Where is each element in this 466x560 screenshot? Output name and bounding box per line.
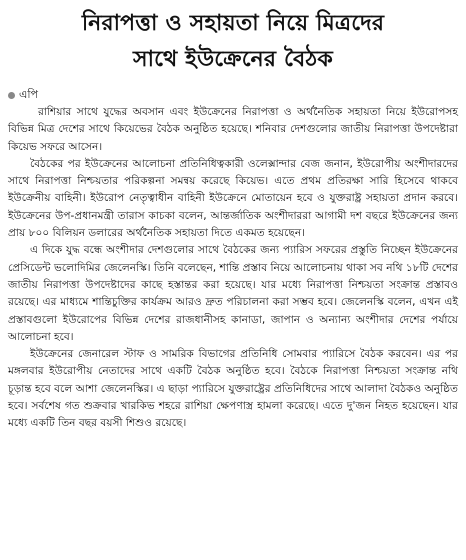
byline bbox=[8, 88, 458, 102]
article-body bbox=[8, 104, 458, 433]
byline-source: এপি bbox=[19, 88, 38, 101]
headline-line-2: সাথে ইউক্রেনের বৈঠক bbox=[133, 47, 333, 72]
paragraph-1: রাশিয়ার সাথে যুদ্ধের অবসান এবং ইউক্রেনের নিরাপত্তা ও অর্থনৈতিক সহায়তা নিয়ে ইউরোপসহ বিভিন্ন মিত্র দেশের সাথে কিয়েভের বৈঠক অনুষ্ঠিত হয়েছে। শনিবার দেশগুলোর জাতীয় নিরাপত্তা উপদেষ্টারা কিয়েভ সফরে আসেন। bbox=[8, 106, 458, 153]
bullet-dot-icon bbox=[8, 92, 15, 99]
headline-line-1: নিরাপত্তা ও সহায়তা নিয়ে মিত্রদের bbox=[81, 11, 385, 36]
paragraph-4: ইউক্রেনের জেনারেল স্টাফ ও সামরিক বিভাগের প্রতিনিধি সোমবার প্যারিসে বৈঠক করবেন। এর পর মঙ্গলবার ইউরোপীয় নেতাদের সাথে একটি বৈঠক অনুষ্ঠিত হবে। বৈঠকে নিরাপত্তা নিশ্চয়তা সংক্রান্ত নথি চূড়ান্ত হবে বলে আশা জেলেনস্কির। এ ছাড়া প্যারিসে যুক্তরাষ্ট্রের প্রতিনিধিদের সাথে আলাদা বৈঠকও অনুষ্ঠিত হবে। সর্বশেষ গত শুক্রবার খারকিভ শহরে রাশিয়া ক্ষেপণাস্ত্র হামলা করেছে। এতে দু'জন নিহত হয়েছেন। যার মধ্যে একটি তিন বছর বয়সী শিশুও রয়েছে। bbox=[8, 348, 458, 430]
paragraph-3: এ দিকে যুদ্ধ বন্ধে অংশীদার দেশগুলোর সাথে বৈঠকের জন্য প্যারিস সফরের প্রস্তুতি নিচ্ছেন ইউক্রেনের প্রেসিডেন্ট ভলোদিমির জেলেনস্কি। তিনি বলেছেন, শান্তি প্রস্তাব নিয়ে আলোচনায় থাকা সব নথি ১৮টি দেশের জাতীয় নিরাপত্তা উপদেষ্টাদের কাছে হস্তান্তর করা হয়েছে। যার মধ্যে নিরাপত্তা নিশ্চয়তা সংক্রান্ত প্রস্তাবও রয়েছে। এর মাধ্যমে শান্তিচুক্তির কার্যক্রম আরও দ্রুত পরিচালনা করা সম্ভব হবে। জেলেনস্কি বলেন, এখন এই প্রস্তাবগুলো ইউরোপের বিভিন্ন দেশের রাজধানীসহ কানাডা, জাপান ও অন্যান্য অংশীদার দেশের পর্যায়ে আলোচনা হবে। bbox=[8, 244, 458, 343]
headline bbox=[8, 6, 458, 78]
paragraph-2: বৈঠকের পর ইউক্রেনের আলোচনা প্রতিনিধিত্বকারী ওলেক্সান্দার বেজ জনান, ইউরোপীয় অংশীদারদের সাথে নিরাপত্তা নিশ্চয়তার পরিকল্পনা সমন্বয় করেছে কিয়েভ। এতে প্রথম প্রতিরক্ষা সারি হিসেবে থাকবে ইউক্রেনীয় বাহিনী। ইউরোপ নেতৃত্বাধীন বাহিনী ইউক্রেনে মোতায়েন হবে ও যুক্তরাষ্ট্র সহায়তা প্রদান করবে। ইউক্রেনের উপ-প্রধানমন্ত্রী তারাস কাচকা বলেন, আন্তর্জাতিক অংশীদাররা আগামী দশ বছরে ইউক্রেনের জন্য প্রায় ৮০০ বিলিয়ন ডলারের অর্থনৈতিক সহায়তা দিতে একমত হয়েছেন। bbox=[8, 157, 459, 240]
